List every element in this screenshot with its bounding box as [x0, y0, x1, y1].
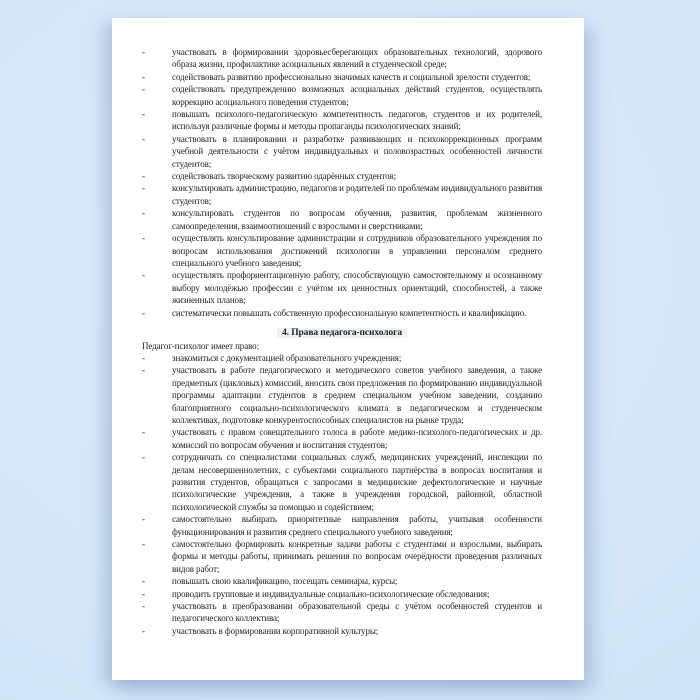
section-heading-text: 4. Права педагога-психолога — [277, 328, 407, 338]
bullet-dash: - — [142, 71, 145, 82]
bullet-dash: - — [142, 514, 145, 525]
list-item — [142, 71, 542, 83]
list-item — [142, 232, 542, 269]
list-item — [142, 600, 542, 625]
intro-paragraph: Педагог-психолог имеет право: — [142, 340, 259, 351]
bullet-dash: - — [142, 208, 145, 219]
list-item-text: повышать психолого-педагогическую компетентность педагогов, студентов и их родителей, используя различные формы и методы пропаганды психологических знаний; — [172, 109, 542, 132]
list-item-text: участвовать с правом совещательного голоса в работе медико-психолого-педагогических и др. комиссий по вопросам обучения и воспитания студентов; — [172, 427, 542, 450]
bullet-dash: - — [142, 539, 145, 550]
list-item-text: систематически повышать собственную профессиональную компетентность и квалификацию. — [172, 307, 527, 318]
list-item-text: участвовать в формировании здоровьесберегающих образовательных технологий, здорового образа жизни, профилактике асоциальных явлений в студенческой среде; — [172, 47, 542, 70]
list-item-text: участвовать в преобразовании образовательной среды с учётом особенностей студентов и педагогического коллектива; — [172, 601, 542, 624]
list-item-text: сотрудничать со специалистами социальных служб, медицинских учреждений, инспекции по делам несовершеннолетних, с субъектами социального партнёрства в вопросах воспитания и развития студентов, обращаться с запросами в медицинские дефектологические и научные психологические учреждения, а также в учреждения городской, районной, областной психологической службы за помощью и содействием; — [172, 452, 542, 512]
bullet-dash: - — [142, 307, 145, 318]
list-item — [142, 83, 542, 108]
list-item-text: повышать свою квалификацию, посещать семинары, курсы; — [172, 576, 398, 587]
list-item-text: проводить групповые и индивидуальные социально-психологические обследования; — [172, 588, 490, 599]
list-item — [142, 46, 542, 71]
list-item — [142, 108, 542, 133]
list-item-text: консультировать студентов по вопросам обучения, развития, проблемам жизненного самоопределения, взаимоотношений с взрослыми и сверстниками; — [172, 208, 542, 231]
document-page — [112, 18, 584, 680]
list-item-text: участвовать в работе педагогического и методического советов учебного заведения, а также предметных (цикловых) комиссий, вносить свои предложения по формированию индивидуальной программы адаптации студентов в среднем специальном учебном заведении, созданию благоприятного социально-психологического климата в педагогическом и студенческом коллективах, подготовке конкурентоспособных специалистов на рынке труда; — [172, 365, 542, 425]
rights-list — [142, 352, 542, 637]
list-item-text: участвовать в формировании корпоративной культуры; — [172, 625, 379, 636]
duties-list — [142, 46, 542, 319]
bullet-dash: - — [142, 109, 145, 120]
bullet-dash: - — [142, 171, 145, 182]
bullet-dash: - — [142, 133, 145, 144]
list-item — [142, 575, 542, 587]
list-item — [142, 426, 542, 451]
list-item — [142, 538, 542, 575]
bullet-dash: - — [142, 588, 145, 599]
bullet-dash: - — [142, 270, 145, 281]
list-item — [142, 269, 542, 306]
list-item-text: самостоятельно формировать конкретные задачи работы с студентами и взрослыми, выбирать формы и методы работы, принимать решения по вопросам очерёдности проведения различных видов работ; — [172, 539, 542, 574]
bullet-dash: - — [142, 47, 145, 57]
list-item-text: осуществлять профориентационную работу, способствующую самостоятельному и осознанному выбору молодёжью профессии с учётом их ценностных ориентаций, способностей, а также жизненных планов; — [172, 270, 542, 306]
list-item-text: самостоятельно выбирать приоритетные направления работы, учитывая особенности функционирования и развития среднего специального учебного заведения; — [172, 514, 542, 537]
list-item — [142, 588, 542, 600]
list-item-text: знакомиться с документацией образовательного учреждения; — [172, 352, 402, 363]
list-item — [142, 207, 542, 232]
list-item — [142, 513, 542, 538]
bullet-dash: - — [142, 233, 145, 244]
list-item — [142, 352, 542, 364]
bullet-dash: - — [142, 183, 145, 194]
list-item — [142, 182, 542, 207]
list-item — [142, 170, 542, 182]
list-item-text: консультировать администрацию, педагогов и родителей по проблемам индивидуального развития студентов; — [172, 183, 542, 206]
list-item — [142, 451, 542, 513]
bullet-dash: - — [142, 427, 145, 438]
list-item — [142, 307, 542, 319]
bullet-dash: - — [142, 365, 145, 376]
list-item — [142, 625, 542, 637]
bullet-dash: - — [142, 576, 145, 587]
list-item-text: содействовать развитию профессионально значимых качеств и социальной зрелости студентов; — [172, 71, 531, 82]
section-heading — [142, 327, 542, 340]
list-item-text: осуществлять консультирование администрации и сотрудников образовательного учреждения по вопросам использования достижений психологии в управлении персоналом среднего специального учебного заведения; — [172, 233, 542, 268]
list-item-text: участвовать в планировании и разработке развивающих и психокоррекционных программ учебной деятельности с учётом индивидуальных и половозрастных особенностей личности студентов; — [172, 133, 542, 169]
list-item-text: содействовать предупреждению возможных асоциальных действий студентов, осуществлять коррекцию асоциального поведения студентов; — [172, 84, 542, 107]
bullet-dash: - — [142, 352, 145, 363]
list-item — [142, 364, 542, 426]
list-item — [142, 133, 542, 170]
list-item-text: содействовать творческому развитию одарённых студентов; — [172, 171, 397, 182]
bullet-dash: - — [142, 625, 145, 636]
bullet-dash: - — [142, 601, 145, 612]
bullet-dash: - — [142, 84, 145, 95]
bullet-dash: - — [142, 452, 145, 463]
